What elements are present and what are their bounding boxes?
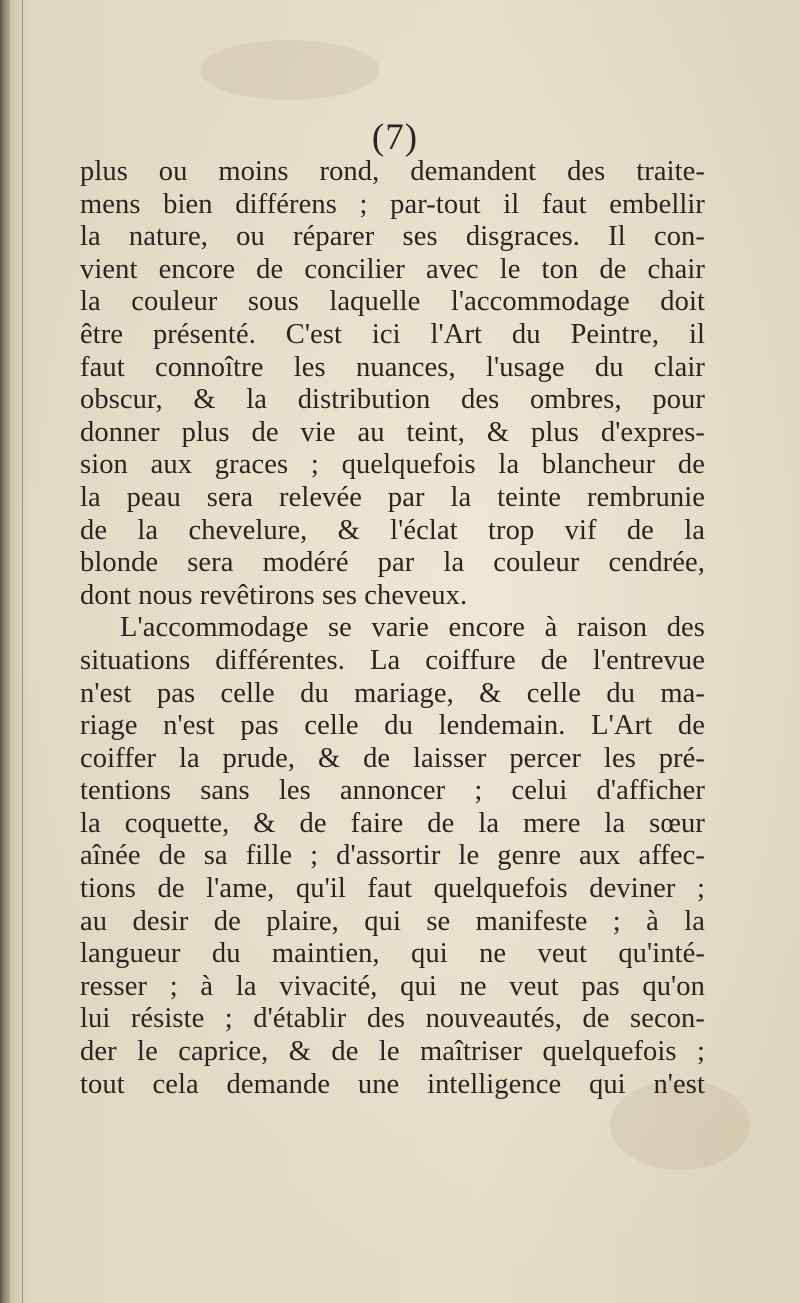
text-line: tout cela demande une intelligence qui n'est: [80, 1068, 705, 1100]
body-text: [80, 156, 705, 1101]
binding-shadow-line: [22, 0, 23, 1303]
text-line: situations différentes. La coiffure de l'entrevue: [80, 644, 705, 676]
text-line: vient encore de concilier avec le ton de chair: [80, 253, 705, 285]
text-line: la nature, ou réparer ses disgraces. Il con-: [80, 221, 705, 253]
text-line: la couleur sous laquelle l'accommodage doit: [80, 286, 705, 318]
text-line: faut connoître les nuances, l'usage du clair: [80, 351, 705, 383]
text-line: lui résiste ; d'établir des nouveautés, de secon-: [80, 1003, 705, 1035]
text-line: donner plus de vie au teint, & plus d'expres-: [80, 416, 705, 448]
text-line: être présenté. C'est ici l'Art du Peintre, il: [80, 318, 705, 350]
paragraph-end-line: dont nous revêtirons ses cheveux.: [80, 579, 468, 611]
text-line: riage n'est pas celle du lendemain. L'Art de: [80, 710, 705, 742]
text-line: der le caprice, & de le maîtriser quelquefois ;: [80, 1036, 705, 1068]
text-line: coiffer la prude, & de laisser percer les pré-: [80, 742, 705, 774]
text-line: blonde sera modéré par la couleur cendrée,: [80, 547, 705, 579]
text-line: la coquette, & de faire de la mere la sœur: [80, 807, 705, 839]
text-line: obscur, & la distribution des ombres, pour: [80, 384, 705, 416]
text-line: aînée de sa fille ; d'assortir le genre aux affec-: [80, 840, 705, 872]
text-line: n'est pas celle du mariage, & celle du ma-: [80, 677, 705, 709]
text-line: sion aux graces ; quelquefois la blancheur de: [80, 449, 705, 481]
text-line: langueur du maintien, qui ne veut qu'inté-: [80, 938, 705, 970]
text-line: resser ; à la vivacité, qui ne veut pas qu'on: [80, 970, 705, 1002]
text-line: plus ou moins rond, demandent des traite-: [80, 156, 705, 187]
text-line: tions de l'ame, qu'il faut quelquefois deviner ;: [80, 873, 705, 905]
page-number: (7): [371, 117, 419, 158]
paragraph-start-line: L'accommodage se varie encore à raison des: [120, 612, 705, 644]
binding-edge: [0, 0, 10, 1303]
text-line: mens bien différens ; par-tout il faut embellir: [80, 188, 705, 220]
text-line: de la chevelure, & l'éclat trop vif de la: [80, 514, 705, 546]
text-line: au desir de plaire, qui se manifeste ; à la: [80, 905, 705, 937]
text-line: tentions sans les annoncer ; celui d'afficher: [80, 775, 705, 807]
text-line: la peau sera relevée par la teinte rembrunie: [80, 481, 705, 513]
paper-stain: [200, 40, 380, 100]
